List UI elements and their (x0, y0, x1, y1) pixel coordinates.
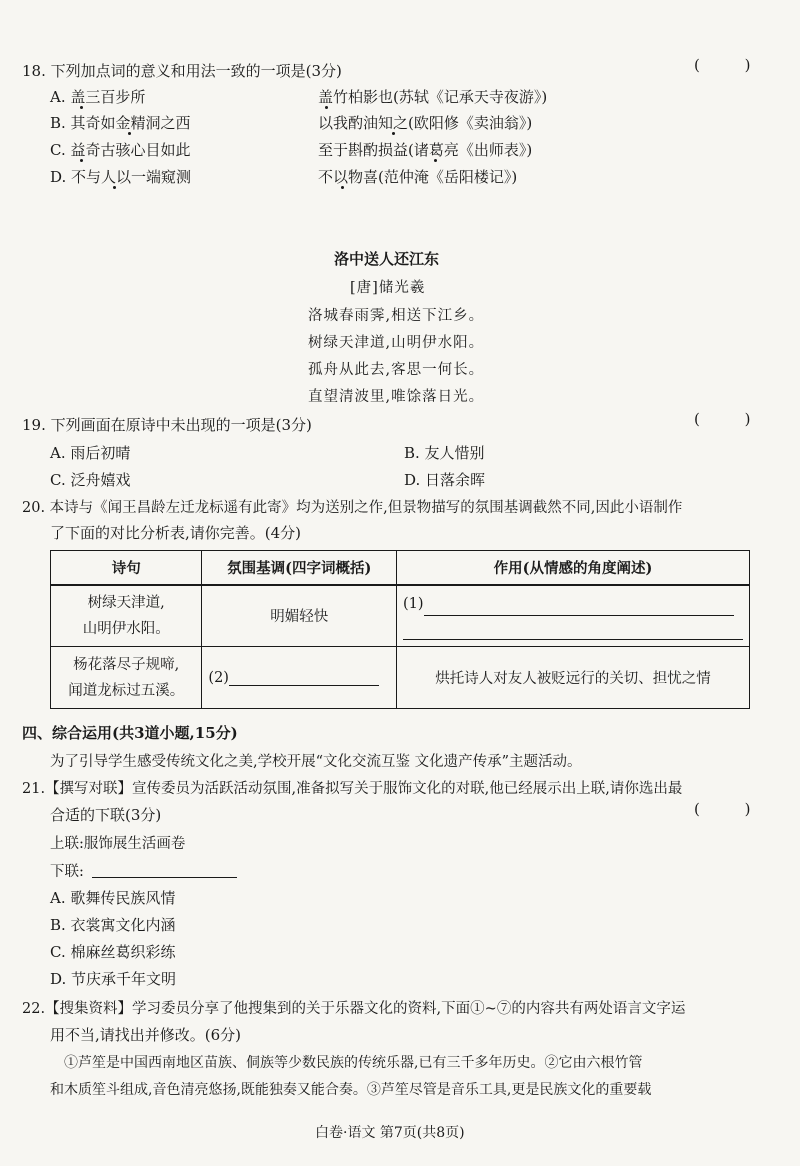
poem-line: 直望清波里,唯馀落日光。 (308, 389, 485, 405)
q20-stem-line1: 20. 本诗与《闻王昌龄左迁龙标遥有此寄》均为送别之作,但景物描写的氛围基调截然不同,因此小语制作 (22, 500, 683, 516)
q21-option-b: B. 衣裳寓文化内涵 (50, 916, 176, 934)
emphasis-dot (128, 132, 131, 135)
effect-cell: 烘托诗人对友人被贬远行的关切、担忧之情 (397, 647, 750, 709)
poem-cell-line: 闻道龙标过五溪。 (68, 682, 185, 699)
answer-blank-2[interactable] (229, 669, 379, 686)
answer-blank-1b[interactable] (403, 623, 743, 640)
q21-stem-line1: 21.【撰写对联】宣传委员为活跃活动氛围,准备拟写关于服饰文化的对联,他已经展示出上联,请你选出最 (22, 781, 683, 797)
page-footer: 白卷·语文 第7页(共8页) (315, 1125, 465, 1141)
table-header-effect: 作用(从情感的角度阐述) (397, 551, 750, 585)
q22-stem-line2: 用不当,请找出并修改。(6分) (50, 1026, 242, 1044)
answer-blank-1[interactable] (424, 599, 734, 616)
q22-paragraph-line2: 和木质笙斗组成,音色清亮悠扬,既能独奏又能合奏。③芦笙尽管是音乐工具,更是民族文化的重要载 (50, 1082, 652, 1098)
poem-line: 孤舟从此去,客思一何长。 (308, 362, 485, 378)
q18-option-c-left: C. 益奇古骇心目如此 (50, 141, 191, 159)
q21-option-a: A. 歌舞传民族风情 (50, 889, 176, 907)
q21-option-d: D. 节庆承千年文明 (50, 970, 177, 988)
emphasis-dot (392, 132, 395, 135)
couplet-lower-blank[interactable] (92, 861, 237, 878)
poem-cell-line: 山明伊水阳。 (82, 620, 170, 637)
couplet-upper: 上联:服饰展生活画卷 (50, 836, 186, 852)
poem-author: [唐]储光羲 (350, 280, 426, 296)
q18-stem: 18. 下列加点词的意义和用法一致的一项是(3分) (22, 62, 342, 80)
section-intro: 为了引导学生感受传统文化之美,学校开展“文化交流互鉴 文化遗产传承”主题活动。 (50, 754, 582, 770)
tone-cell: 明媚轻快 (202, 585, 397, 647)
q19-stem: 19. 下列画面在原诗中未出现的一项是(3分) (22, 416, 312, 434)
poem-cell-line: 杨花落尽子规啼, (73, 656, 180, 673)
q18-option-b-right: 以我酌油知之(欧阳修《卖油翁》) (318, 114, 533, 132)
table-header-poem: 诗句 (51, 551, 202, 585)
emphasis-dot (80, 159, 83, 162)
q19-option-d: D. 日落余晖 (404, 471, 486, 489)
table-row (51, 585, 750, 647)
table-header-tone: 氛围基调(四字词概括) (202, 551, 397, 585)
q19-option-c: C. 泛舟嬉戏 (50, 471, 131, 489)
q22-paragraph-line1: ①芦笙是中国西南地区苗族、侗族等少数民族的传统乐器,已有三千多年历史。②它由六根竹管 (64, 1055, 643, 1071)
q19-option-b: B. 友人惜别 (404, 444, 485, 462)
blank-label-1: (1) (403, 595, 424, 612)
q18-option-b-left: B. 其奇如金精洞之西 (50, 114, 191, 132)
emphasis-dot (113, 186, 116, 189)
emphasis-dot (434, 159, 437, 162)
effect-answer-cell[interactable] (397, 585, 750, 647)
tone-answer-cell[interactable] (202, 647, 397, 709)
q22-stem-line1: 22.【搜集资料】学习委员分享了他搜集到的关于乐器文化的资料,下面①~⑦的内容共有两处语言文字运 (22, 1001, 686, 1017)
emphasis-dot (80, 106, 83, 109)
q18-option-d-left: D. 不与人以一端窥测 (50, 168, 192, 186)
poem-line: 树绿天津道,山明伊水阳。 (308, 335, 485, 351)
poem-cell (51, 647, 202, 709)
q18-option-a-right: 盖竹柏影也(苏轼《记承天寺夜游》) (318, 88, 548, 106)
q21-answer-paren[interactable]: ( ) (694, 800, 771, 818)
comparison-table (50, 550, 750, 709)
blank-label-2: (2) (208, 670, 229, 686)
poem-title: 洛中送人还江东 (334, 250, 440, 268)
poem-line: 洛城春雨霁,相送下江乡。 (308, 308, 485, 324)
q18-option-a-left: A. 盖三百步所 (50, 88, 146, 106)
emphasis-dot (325, 106, 328, 109)
q20-stem-line2: 了下面的对比分析表,请你完善。(4分) (50, 524, 302, 542)
q18-option-d-right: 不以物喜(范仲淹《岳阳楼记》) (318, 168, 518, 186)
q21-option-c: C. 棉麻丝葛织彩练 (50, 943, 176, 961)
section-heading: 四、综合运用(共3道小题,15分) (22, 724, 238, 742)
q19-answer-paren[interactable]: ( ) (694, 410, 771, 428)
q19-option-a: A. 雨后初晴 (50, 444, 131, 462)
q18-option-c-right: 至于斟酌损益(诸葛亮《出师表》) (318, 141, 533, 159)
q18-answer-paren[interactable]: ( ) (694, 56, 771, 74)
table-row (51, 647, 750, 709)
emphasis-dot (341, 186, 344, 189)
q21-stem-line2: 合适的下联(3分) (50, 806, 162, 824)
poem-cell (51, 585, 202, 647)
poem-cell-line: 树绿天津道, (87, 594, 165, 611)
couplet-lower-label: 下联: (50, 864, 84, 880)
